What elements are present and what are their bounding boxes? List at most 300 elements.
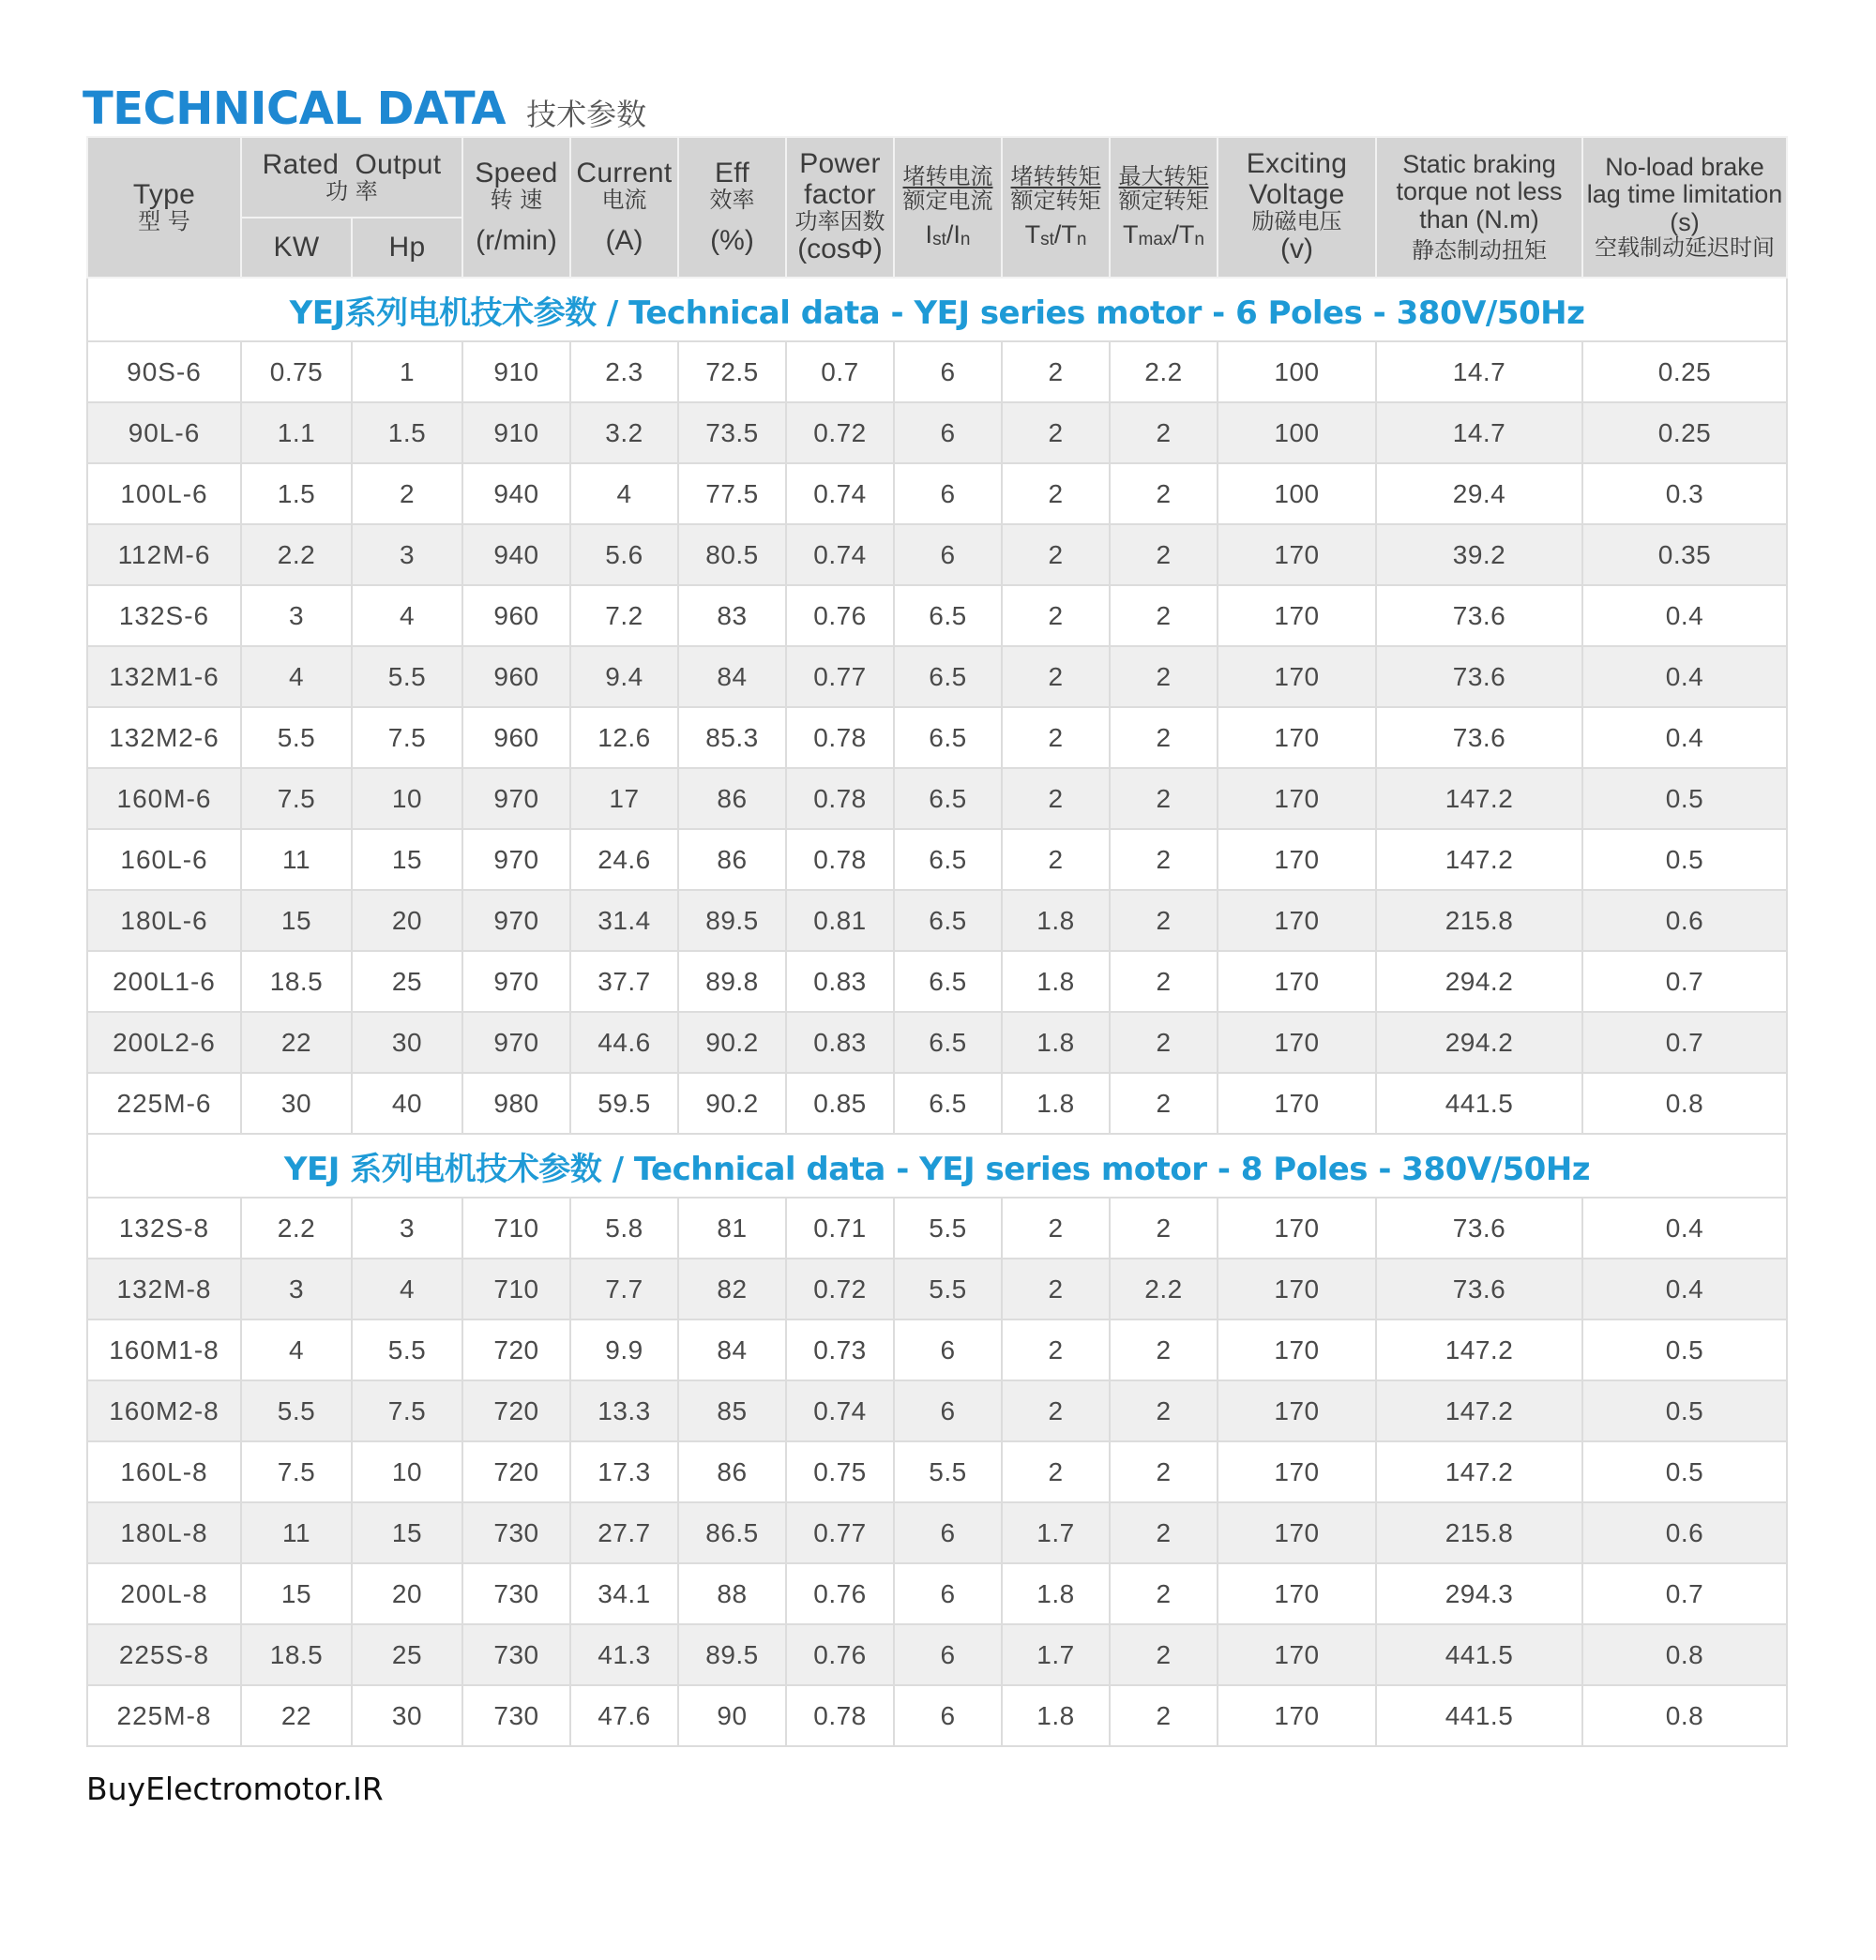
cell-hp: 20 <box>352 890 462 951</box>
cell-kw: 11 <box>241 1502 352 1563</box>
page-title <box>83 66 647 135</box>
cell-exciting-voltage: 170 <box>1218 890 1376 951</box>
cell-tmax-tn: 2 <box>1110 1441 1218 1502</box>
cell-power-factor: 0.75 <box>786 1441 894 1502</box>
cell-kw: 5.5 <box>241 1380 352 1441</box>
cell-ist-in: 6 <box>894 402 1002 463</box>
cell-type: 100L-6 <box>87 463 241 524</box>
cell-static-braking: 441.5 <box>1376 1073 1582 1134</box>
cell-static-braking: 14.7 <box>1376 402 1582 463</box>
cell-tst-tn: 2 <box>1002 829 1110 890</box>
cell-exciting-voltage: 170 <box>1218 1259 1376 1319</box>
cell-static-braking: 294.2 <box>1376 1012 1582 1073</box>
cell-tmax-tn: 2 <box>1110 829 1218 890</box>
cell-type: 112M-6 <box>87 524 241 585</box>
cell-tst-tn: 1.7 <box>1002 1624 1110 1685</box>
cell-static-braking: 294.2 <box>1376 951 1582 1012</box>
table-row <box>87 646 1787 707</box>
cell-exciting-voltage: 170 <box>1218 646 1376 707</box>
cell-ist-in: 6 <box>894 1563 1002 1624</box>
cell-power-factor: 0.77 <box>786 646 894 707</box>
table-row <box>87 1380 1787 1441</box>
cell-kw: 22 <box>241 1012 352 1073</box>
cell-no-load-brake: 0.6 <box>1582 1502 1787 1563</box>
cell-ist-in: 6 <box>894 1319 1002 1380</box>
cell-exciting-voltage: 170 <box>1218 1073 1376 1134</box>
cell-exciting-voltage: 170 <box>1218 1563 1376 1624</box>
cell-power-factor: 0.83 <box>786 1012 894 1073</box>
cell-ist-in: 6 <box>894 1685 1002 1746</box>
cell-tmax-tn: 2 <box>1110 1198 1218 1259</box>
cell-exciting-voltage: 170 <box>1218 1441 1376 1502</box>
cell-exciting-voltage: 100 <box>1218 463 1376 524</box>
cell-eff: 90.2 <box>678 1073 786 1134</box>
cell-current: 47.6 <box>570 1685 678 1746</box>
technical-data-table <box>86 136 1788 1747</box>
cell-type: 132S-6 <box>87 585 241 646</box>
cell-hp: 15 <box>352 1502 462 1563</box>
cell-kw: 15 <box>241 1563 352 1624</box>
cell-tmax-tn: 2 <box>1110 524 1218 585</box>
cell-exciting-voltage: 100 <box>1218 341 1376 402</box>
table-row <box>87 585 1787 646</box>
cell-ist-in: 6.5 <box>894 1012 1002 1073</box>
cell-eff: 86.5 <box>678 1502 786 1563</box>
header-current: Current 电流 (A) <box>570 137 678 278</box>
cell-current: 3.2 <box>570 402 678 463</box>
header-rated-output: Rated Output 功 率 <box>241 137 462 218</box>
cell-hp: 25 <box>352 951 462 1012</box>
cell-tmax-tn: 2 <box>1110 1502 1218 1563</box>
cell-no-load-brake: 0.7 <box>1582 1563 1787 1624</box>
cell-type: 160M-6 <box>87 768 241 829</box>
cell-power-factor: 0.76 <box>786 1624 894 1685</box>
cell-speed: 980 <box>462 1073 570 1134</box>
cell-kw: 4 <box>241 1319 352 1380</box>
cell-ist-in: 6.5 <box>894 768 1002 829</box>
cell-speed: 720 <box>462 1441 570 1502</box>
cell-current: 34.1 <box>570 1563 678 1624</box>
cell-current: 44.6 <box>570 1012 678 1073</box>
cell-kw: 11 <box>241 829 352 890</box>
table-row <box>87 1563 1787 1624</box>
cell-kw: 3 <box>241 1259 352 1319</box>
table-row <box>87 768 1787 829</box>
cell-no-load-brake: 0.4 <box>1582 1259 1787 1319</box>
cell-power-factor: 0.78 <box>786 1685 894 1746</box>
table-row <box>87 524 1787 585</box>
cell-current: 27.7 <box>570 1502 678 1563</box>
cell-speed: 730 <box>462 1624 570 1685</box>
cell-exciting-voltage: 170 <box>1218 1012 1376 1073</box>
table-row <box>87 1012 1787 1073</box>
cell-static-braking: 215.8 <box>1376 890 1582 951</box>
cell-eff: 86 <box>678 829 786 890</box>
cell-static-braking: 147.2 <box>1376 829 1582 890</box>
cell-ist-in: 6 <box>894 1624 1002 1685</box>
cell-tst-tn: 1.8 <box>1002 1073 1110 1134</box>
cell-type: 132M1-6 <box>87 646 241 707</box>
cell-eff: 80.5 <box>678 524 786 585</box>
cell-exciting-voltage: 170 <box>1218 524 1376 585</box>
cell-static-braking: 147.2 <box>1376 768 1582 829</box>
cell-kw: 1.5 <box>241 463 352 524</box>
cell-no-load-brake: 0.8 <box>1582 1624 1787 1685</box>
header-tmax-tn: 最大转矩 额定转矩 $T_{max}/T_n$ <box>1110 137 1218 278</box>
cell-exciting-voltage: 170 <box>1218 1319 1376 1380</box>
cell-kw: 3 <box>241 585 352 646</box>
cell-power-factor: 0.78 <box>786 829 894 890</box>
cell-current: 2.3 <box>570 341 678 402</box>
cell-speed: 940 <box>462 524 570 585</box>
cell-tst-tn: 2 <box>1002 768 1110 829</box>
cell-static-braking: 147.2 <box>1376 1380 1582 1441</box>
cell-type: 90S-6 <box>87 341 241 402</box>
cell-speed: 730 <box>462 1563 570 1624</box>
cell-current: 24.6 <box>570 829 678 890</box>
table-row <box>87 1624 1787 1685</box>
header-speed: Speed 转 速 (r/min) <box>462 137 570 278</box>
cell-no-load-brake: 0.35 <box>1582 524 1787 585</box>
table-row <box>87 341 1787 402</box>
table-row <box>87 1198 1787 1259</box>
cell-tmax-tn: 2 <box>1110 768 1218 829</box>
title-english: TECHNICAL DATA <box>83 83 507 135</box>
cell-exciting-voltage: 170 <box>1218 829 1376 890</box>
cell-tst-tn: 1.7 <box>1002 1502 1110 1563</box>
header-static-braking: Static braking torque not less than (N.m) 静态制动扭矩 <box>1376 137 1582 278</box>
cell-hp: 7.5 <box>352 1380 462 1441</box>
cell-type: 160L-6 <box>87 829 241 890</box>
cell-tst-tn: 2 <box>1002 585 1110 646</box>
cell-power-factor: 0.74 <box>786 1380 894 1441</box>
cell-current: 17 <box>570 768 678 829</box>
cell-tmax-tn: 2.2 <box>1110 1259 1218 1319</box>
table-row <box>87 707 1787 768</box>
cell-eff: 72.5 <box>678 341 786 402</box>
cell-hp: 10 <box>352 768 462 829</box>
cell-hp: 10 <box>352 1441 462 1502</box>
cell-no-load-brake: 0.3 <box>1582 463 1787 524</box>
cell-ist-in: 5.5 <box>894 1441 1002 1502</box>
cell-exciting-voltage: 170 <box>1218 707 1376 768</box>
cell-tmax-tn: 2 <box>1110 1012 1218 1073</box>
cell-power-factor: 0.78 <box>786 768 894 829</box>
cell-tmax-tn: 2.2 <box>1110 341 1218 402</box>
table-row <box>87 829 1787 890</box>
cell-current: 7.2 <box>570 585 678 646</box>
cell-tst-tn: 1.8 <box>1002 1563 1110 1624</box>
cell-static-braking: 147.2 <box>1376 1319 1582 1380</box>
cell-tst-tn: 2 <box>1002 646 1110 707</box>
cell-speed: 710 <box>462 1259 570 1319</box>
cell-no-load-brake: 0.4 <box>1582 1198 1787 1259</box>
cell-tst-tn: 1.8 <box>1002 951 1110 1012</box>
header-tst-tn: 堵转转矩 额定转矩 $T_{st}/T_n$ <box>1002 137 1110 278</box>
cell-eff: 83 <box>678 585 786 646</box>
cell-power-factor: 0.73 <box>786 1319 894 1380</box>
cell-no-load-brake: 0.6 <box>1582 890 1787 951</box>
cell-tst-tn: 2 <box>1002 524 1110 585</box>
cell-kw: 30 <box>241 1073 352 1134</box>
cell-eff: 85.3 <box>678 707 786 768</box>
cell-speed: 720 <box>462 1319 570 1380</box>
cell-power-factor: 0.74 <box>786 524 894 585</box>
header-hp: Hp <box>352 218 462 278</box>
table-row <box>87 1073 1787 1134</box>
cell-tst-tn: 2 <box>1002 402 1110 463</box>
cell-no-load-brake: 0.7 <box>1582 1012 1787 1073</box>
cell-tst-tn: 1.8 <box>1002 1685 1110 1746</box>
cell-tst-tn: 2 <box>1002 341 1110 402</box>
cell-hp: 3 <box>352 524 462 585</box>
cell-current: 13.3 <box>570 1380 678 1441</box>
cell-speed: 970 <box>462 951 570 1012</box>
cell-type: 180L-8 <box>87 1502 241 1563</box>
cell-ist-in: 6 <box>894 1502 1002 1563</box>
cell-eff: 84 <box>678 646 786 707</box>
cell-tst-tn: 2 <box>1002 1198 1110 1259</box>
cell-speed: 970 <box>462 1012 570 1073</box>
cell-type: 200L-8 <box>87 1563 241 1624</box>
table-row <box>87 1502 1787 1563</box>
cell-tst-tn: 2 <box>1002 1319 1110 1380</box>
cell-power-factor: 0.72 <box>786 402 894 463</box>
cell-eff: 90.2 <box>678 1012 786 1073</box>
header-exciting-voltage: Exciting Voltage 励磁电压 (v) <box>1218 137 1376 278</box>
cell-static-braking: 73.6 <box>1376 1259 1582 1319</box>
cell-eff: 84 <box>678 1319 786 1380</box>
cell-kw: 0.75 <box>241 341 352 402</box>
cell-no-load-brake: 0.5 <box>1582 1441 1787 1502</box>
cell-current: 17.3 <box>570 1441 678 1502</box>
cell-static-braking: 73.6 <box>1376 1198 1582 1259</box>
cell-ist-in: 6.5 <box>894 646 1002 707</box>
cell-type: 160L-8 <box>87 1441 241 1502</box>
cell-eff: 77.5 <box>678 463 786 524</box>
cell-no-load-brake: 0.5 <box>1582 768 1787 829</box>
cell-tmax-tn: 2 <box>1110 1685 1218 1746</box>
cell-type: 160M1-8 <box>87 1319 241 1380</box>
header-ist-in: 堵转电流 额定电流 $I_{st}/I_n$ <box>894 137 1002 278</box>
cell-kw: 4 <box>241 646 352 707</box>
cell-ist-in: 6 <box>894 1380 1002 1441</box>
cell-kw: 7.5 <box>241 1441 352 1502</box>
title-chinese: 技术参数 <box>526 97 647 132</box>
cell-static-braking: 441.5 <box>1376 1624 1582 1685</box>
header-kw: KW <box>241 218 352 278</box>
cell-exciting-voltage: 170 <box>1218 951 1376 1012</box>
cell-kw: 18.5 <box>241 951 352 1012</box>
cell-hp: 25 <box>352 1624 462 1685</box>
cell-power-factor: 0.7 <box>786 341 894 402</box>
cell-speed: 960 <box>462 646 570 707</box>
header-no-load-brake: No-load brake lag time limitation (s) 空载制动延迟时间 <box>1582 137 1787 278</box>
cell-tmax-tn: 2 <box>1110 707 1218 768</box>
cell-power-factor: 0.81 <box>786 890 894 951</box>
cell-type: 90L-6 <box>87 402 241 463</box>
cell-current: 5.6 <box>570 524 678 585</box>
cell-current: 59.5 <box>570 1073 678 1134</box>
cell-exciting-voltage: 100 <box>1218 402 1376 463</box>
cell-hp: 1 <box>352 341 462 402</box>
section-header <box>87 278 1787 341</box>
cell-exciting-voltage: 170 <box>1218 1624 1376 1685</box>
cell-tmax-tn: 2 <box>1110 1380 1218 1441</box>
cell-static-braking: 39.2 <box>1376 524 1582 585</box>
cell-speed: 970 <box>462 829 570 890</box>
table-row <box>87 951 1787 1012</box>
cell-speed: 940 <box>462 463 570 524</box>
cell-power-factor: 0.85 <box>786 1073 894 1134</box>
cell-exciting-voltage: 170 <box>1218 768 1376 829</box>
cell-speed: 960 <box>462 585 570 646</box>
table-row <box>87 1441 1787 1502</box>
table-row <box>87 890 1787 951</box>
table-row <box>87 1685 1787 1746</box>
cell-hp: 40 <box>352 1073 462 1134</box>
cell-eff: 88 <box>678 1563 786 1624</box>
cell-type: 200L1-6 <box>87 951 241 1012</box>
cell-hp: 30 <box>352 1012 462 1073</box>
cell-current: 12.6 <box>570 707 678 768</box>
cell-no-load-brake: 0.4 <box>1582 585 1787 646</box>
cell-no-load-brake: 0.4 <box>1582 707 1787 768</box>
cell-exciting-voltage: 170 <box>1218 585 1376 646</box>
cell-type: 200L2-6 <box>87 1012 241 1073</box>
cell-no-load-brake: 0.8 <box>1582 1685 1787 1746</box>
cell-tmax-tn: 2 <box>1110 890 1218 951</box>
cell-static-braking: 147.2 <box>1376 1441 1582 1502</box>
table-row <box>87 402 1787 463</box>
cell-kw: 22 <box>241 1685 352 1746</box>
cell-type: 160M2-8 <box>87 1380 241 1441</box>
cell-static-braking: 215.8 <box>1376 1502 1582 1563</box>
cell-speed: 720 <box>462 1380 570 1441</box>
cell-tst-tn: 1.8 <box>1002 1012 1110 1073</box>
cell-eff: 89.8 <box>678 951 786 1012</box>
cell-tmax-tn: 2 <box>1110 1073 1218 1134</box>
cell-speed: 910 <box>462 341 570 402</box>
cell-eff: 86 <box>678 1441 786 1502</box>
cell-power-factor: 0.72 <box>786 1259 894 1319</box>
cell-kw: 2.2 <box>241 1198 352 1259</box>
cell-type: 132M-8 <box>87 1259 241 1319</box>
cell-no-load-brake: 0.25 <box>1582 402 1787 463</box>
cell-ist-in: 6.5 <box>894 707 1002 768</box>
cell-ist-in: 6 <box>894 341 1002 402</box>
table-row <box>87 463 1787 524</box>
cell-ist-in: 6.5 <box>894 585 1002 646</box>
cell-power-factor: 0.78 <box>786 707 894 768</box>
cell-hp: 5.5 <box>352 646 462 707</box>
cell-kw: 7.5 <box>241 768 352 829</box>
header-power-factor: Power factor 功率因数 (cosΦ) <box>786 137 894 278</box>
cell-hp: 7.5 <box>352 707 462 768</box>
cell-speed: 970 <box>462 890 570 951</box>
cell-tmax-tn: 2 <box>1110 1319 1218 1380</box>
cell-no-load-brake: 0.5 <box>1582 1380 1787 1441</box>
cell-no-load-brake: 0.4 <box>1582 646 1787 707</box>
cell-tst-tn: 2 <box>1002 707 1110 768</box>
cell-kw: 5.5 <box>241 707 352 768</box>
cell-eff: 89.5 <box>678 1624 786 1685</box>
cell-hp: 3 <box>352 1198 462 1259</box>
cell-no-load-brake: 0.5 <box>1582 1319 1787 1380</box>
cell-speed: 730 <box>462 1685 570 1746</box>
cell-speed: 710 <box>462 1198 570 1259</box>
cell-current: 9.9 <box>570 1319 678 1380</box>
cell-power-factor: 0.71 <box>786 1198 894 1259</box>
cell-eff: 89.5 <box>678 890 786 951</box>
cell-eff: 81 <box>678 1198 786 1259</box>
table-header <box>87 137 1787 278</box>
cell-tst-tn: 2 <box>1002 1380 1110 1441</box>
table-row <box>87 1319 1787 1380</box>
section-title: YEJ系列电机技术参数 / Technical data - YEJ series motor - 6 Poles - 380V/50Hz <box>87 278 1787 341</box>
cell-type: 225M-6 <box>87 1073 241 1134</box>
cell-no-load-brake: 0.5 <box>1582 829 1787 890</box>
cell-hp: 4 <box>352 1259 462 1319</box>
cell-ist-in: 6.5 <box>894 951 1002 1012</box>
cell-current: 41.3 <box>570 1624 678 1685</box>
cell-speed: 910 <box>462 402 570 463</box>
cell-power-factor: 0.77 <box>786 1502 894 1563</box>
cell-tmax-tn: 2 <box>1110 585 1218 646</box>
table-body <box>87 278 1787 1746</box>
cell-hp: 5.5 <box>352 1319 462 1380</box>
cell-tmax-tn: 2 <box>1110 1624 1218 1685</box>
section-header <box>87 1134 1787 1198</box>
section-title: YEJ 系列电机技术参数 / Technical data - YEJ series motor - 8 Poles - 380V/50Hz <box>87 1134 1787 1198</box>
cell-kw: 15 <box>241 890 352 951</box>
cell-current: 7.7 <box>570 1259 678 1319</box>
cell-exciting-voltage: 170 <box>1218 1198 1376 1259</box>
cell-current: 9.4 <box>570 646 678 707</box>
cell-tmax-tn: 2 <box>1110 1563 1218 1624</box>
cell-kw: 1.1 <box>241 402 352 463</box>
cell-tst-tn: 2 <box>1002 1441 1110 1502</box>
cell-ist-in: 5.5 <box>894 1259 1002 1319</box>
cell-power-factor: 0.76 <box>786 1563 894 1624</box>
cell-type: 132M2-6 <box>87 707 241 768</box>
cell-hp: 15 <box>352 829 462 890</box>
cell-static-braking: 294.3 <box>1376 1563 1582 1624</box>
cell-static-braking: 29.4 <box>1376 463 1582 524</box>
cell-eff: 73.5 <box>678 402 786 463</box>
cell-hp: 1.5 <box>352 402 462 463</box>
header-type: Type 型 号 <box>87 137 241 278</box>
cell-ist-in: 6.5 <box>894 890 1002 951</box>
table-row <box>87 1259 1787 1319</box>
cell-type: 180L-6 <box>87 890 241 951</box>
cell-hp: 20 <box>352 1563 462 1624</box>
cell-eff: 85 <box>678 1380 786 1441</box>
cell-ist-in: 6 <box>894 463 1002 524</box>
cell-static-braking: 14.7 <box>1376 341 1582 402</box>
cell-eff: 82 <box>678 1259 786 1319</box>
cell-no-load-brake: 0.25 <box>1582 341 1787 402</box>
cell-hp: 30 <box>352 1685 462 1746</box>
cell-static-braking: 73.6 <box>1376 707 1582 768</box>
cell-speed: 970 <box>462 768 570 829</box>
cell-static-braking: 73.6 <box>1376 646 1582 707</box>
cell-eff: 90 <box>678 1685 786 1746</box>
cell-static-braking: 441.5 <box>1376 1685 1582 1746</box>
cell-tmax-tn: 2 <box>1110 402 1218 463</box>
cell-type: 225S-8 <box>87 1624 241 1685</box>
cell-tst-tn: 2 <box>1002 1259 1110 1319</box>
